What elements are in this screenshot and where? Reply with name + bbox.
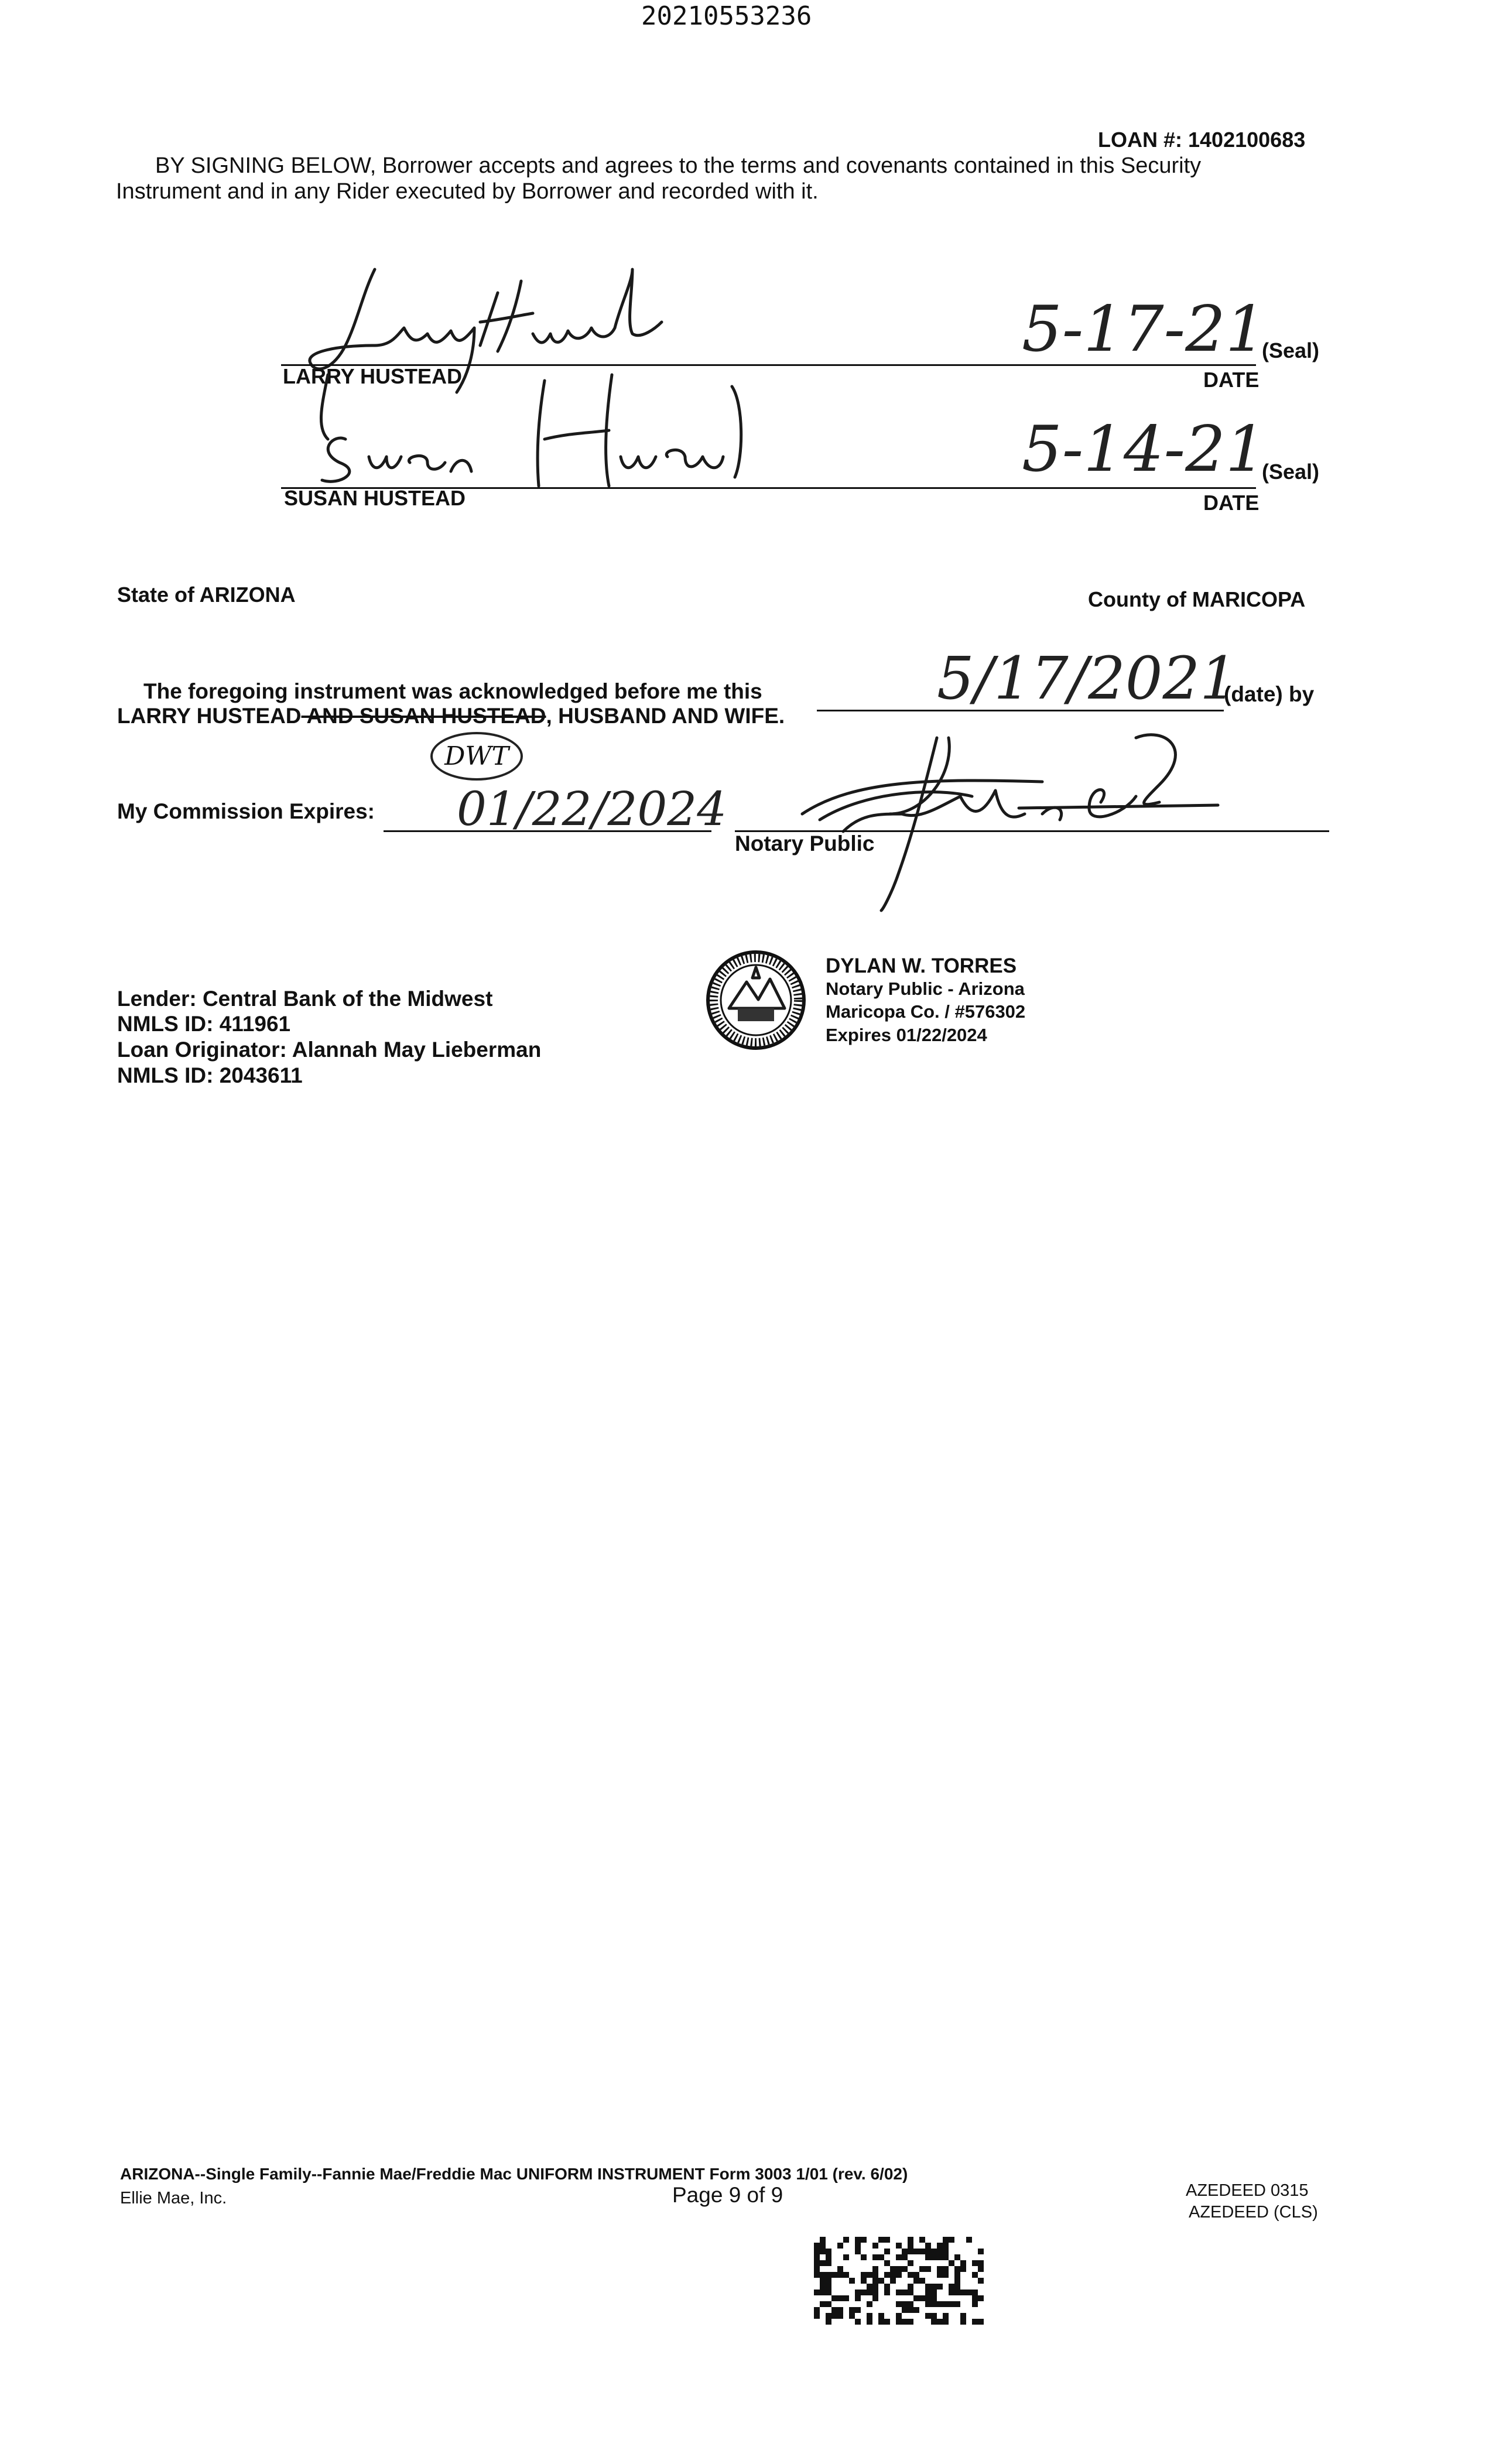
county-label: County of MARICOPA	[1088, 587, 1306, 611]
commission-label: My Commission Expires:	[117, 799, 375, 823]
acknowledgment-handwritten-date: 5/17/2021	[937, 644, 1237, 713]
agreement-text-line1: BY SIGNING BELOW, Borrower accepts and agrees to the terms and covenants contained in this Security	[155, 153, 1202, 178]
party-name: LARRY HUSTEAD	[117, 704, 302, 728]
footer-code1: AZEDEED 0315	[1186, 2181, 1309, 2200]
arizona-seal-icon	[706, 950, 806, 1050]
larry-handwritten-date: 5-17-21	[1022, 293, 1266, 366]
footer-code2: AZEDEED (CLS)	[1189, 2203, 1318, 2222]
agreement-text-line2: Instrument and in any Rider executed by Borrower and recorded with it.	[116, 179, 819, 204]
susan-name: SUSAN HUSTEAD	[284, 486, 466, 510]
lender-nmls: NMLS ID: 411961	[117, 1012, 291, 1036]
originator-line: Loan Originator: Alannah May Lieberman	[117, 1038, 542, 1062]
susan-handwritten-date: 5-14-21	[1022, 413, 1266, 486]
loan-number-row	[1098, 128, 1305, 152]
originator-nmls: NMLS ID: 2043611	[117, 1063, 303, 1087]
loan-label: LOAN #:	[1098, 128, 1182, 152]
acknowledgment-text: The foregoing instrument was acknowledged before me this	[143, 679, 762, 703]
notary-stamp-name: DYLAN W. TORRES	[826, 954, 1017, 977]
notary-initials: DWT	[430, 732, 523, 781]
loan-number: 1402100683	[1188, 128, 1306, 152]
acknowledgment-date-suffix: (date) by	[1224, 682, 1315, 706]
barcode-icon	[814, 2237, 984, 2325]
larry-date-label: DATE	[1203, 368, 1260, 392]
recording-number: 20210553236	[641, 1, 812, 31]
party-relation: , HUSBAND AND WIFE.	[546, 704, 785, 728]
state-label: State of ARIZONA	[117, 583, 296, 607]
struck-party-text: AND SUSAN HUSTEAD	[301, 704, 546, 728]
commission-handwritten-date: 01/22/2024	[457, 782, 727, 836]
lender-line: Lender: Central Bank of the Midwest	[117, 987, 493, 1011]
acknowledgment-parties	[117, 704, 785, 728]
footer-form-line: ARIZONA--Single Family--Fannie Mae/Freddie Mac UNIFORM INSTRUMENT Form 3003 1/01 (rev. 6/02)	[120, 2165, 908, 2183]
notary-stamp-expires: Expires 01/22/2024	[826, 1025, 987, 1045]
notary-signature	[785, 726, 1230, 913]
susan-date-label: DATE	[1203, 491, 1260, 515]
larry-name: LARRY HUSTEAD	[283, 364, 463, 388]
footer-page: Page 9 of 9	[672, 2183, 783, 2207]
susan-seal: (Seal)	[1262, 460, 1320, 484]
larry-seal: (Seal)	[1262, 338, 1320, 362]
footer-company: Ellie Mae, Inc.	[120, 2189, 227, 2208]
notary-stamp-county: Maricopa Co. / #576302	[826, 1001, 1026, 1022]
susan-signature	[293, 369, 761, 504]
notary-public-label: Notary Public	[735, 831, 875, 855]
notary-stamp-title: Notary Public - Arizona	[826, 978, 1025, 999]
